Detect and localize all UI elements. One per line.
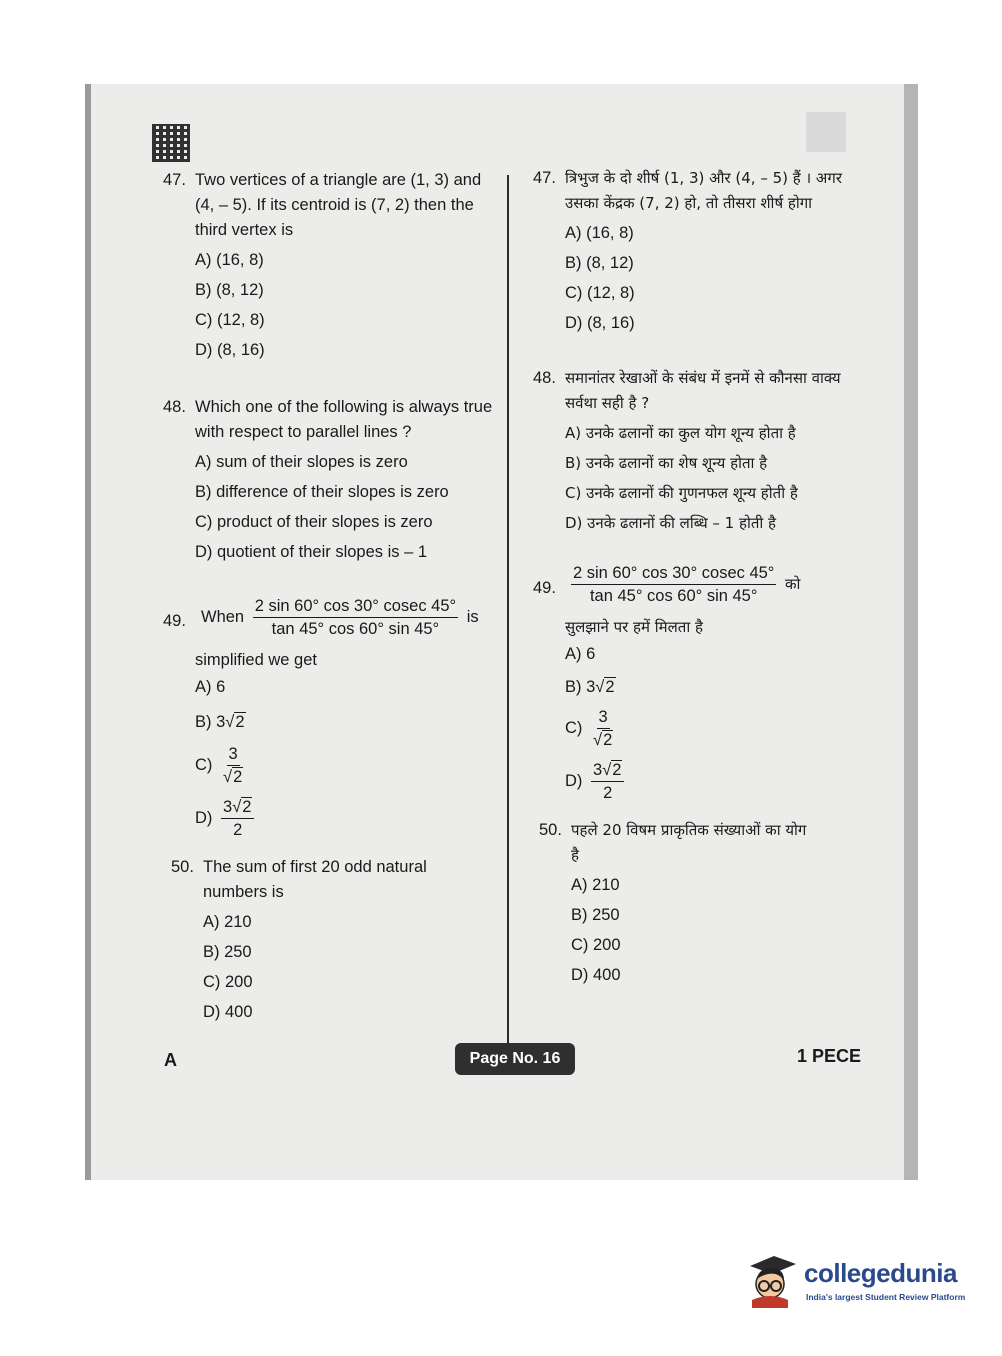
option-label: B) [195,713,212,731]
question-number: 48. [533,369,556,387]
expression-numerator: 2 sin 60° cos 30° cosec 45° [571,562,776,585]
brand-name: collegedunia [804,1258,957,1288]
option-a: A) 210 [571,876,620,894]
question-number: 50. [171,858,194,876]
option-b: B) difference of their slopes is zero [195,483,449,501]
expression-fraction [571,562,776,607]
english-column [163,168,495,1025]
question-number: 50. [539,821,562,839]
option-fraction: $\frac{3}{√2}$ [223,745,243,786]
option-c: C) (12, 8) [195,311,265,329]
option-label: C) [565,718,583,737]
sqrt-2: √2 [225,713,245,731]
option-a: A) 210 [203,913,252,931]
question-text-continued: सुलझाने पर हमें मिलता है [565,618,703,636]
option-fraction: $\frac{3√2}{2}$ [221,796,254,841]
question-47-en [163,168,495,363]
column-divider [507,175,509,1045]
option-b: B) उनके ढलानों का शेष शून्य होता है [565,454,768,472]
question-text-prefix: When [201,607,245,626]
option-d [195,796,495,841]
hindi-column [533,166,853,988]
question-47-hi [533,166,853,336]
option-label: D) [565,771,583,790]
question-text: त्रिभुज के दो शीर्ष (1, 3) और (4, – 5) हैं । अगर उसका केंद्रक (7, 2) हो, तो तीसरा शीर्ष होगा [565,169,842,212]
faded-qr-code-icon [806,112,846,152]
option-a: A) (16, 8) [565,224,634,242]
option-d: D) 400 [571,966,621,984]
option-label: C) [195,755,213,774]
option-a: A) 6 [195,678,226,696]
option-c: C) उनके ढलानों की गुणनफल शून्य होती है [565,484,798,502]
question-number: 49. [163,612,186,630]
expression-denominator: tan 45° cos 60° sin 45° [271,620,440,638]
coefficient: 3 [216,713,226,731]
option-a: A) उनके ढलानों का कुल योग शून्य होता है [565,424,796,442]
page-edge-shadow [904,84,918,1180]
option-fraction: $\frac{3}{√2}$ [593,708,613,749]
option-c [565,706,853,751]
sqrt-2: √2 [595,678,615,696]
series-code: A [164,1050,177,1070]
option-d: D) quotient of their slopes is – 1 [195,543,428,561]
question-text-continued: simplified we get [195,651,317,669]
option-fraction: $\frac{3√2}{2}$ [591,759,624,804]
option-a: A) (16, 8) [195,251,264,269]
question-text: पहले 20 विषम प्राकृतिक संख्याओं का योग है [571,821,807,864]
option-b: B) (8, 12) [565,254,634,272]
question-text: Two vertices of a triangle are (1, 3) and (4, – 5). If its centroid is (7, 2) then the third vertex is [195,171,482,239]
question-text: Which one of the following is always true with respect to parallel lines ? [195,398,493,441]
question-number: 47. [533,169,556,187]
question-49-hi [533,562,853,804]
collegedunia-logo[interactable] [744,1250,974,1310]
option-label: D) [195,808,213,827]
expression-fraction [253,595,458,640]
question-text: The sum of first 20 odd natural numbers is [203,858,427,901]
option-b [565,675,853,700]
option-b [195,710,495,735]
question-number: 48. [163,398,186,416]
option-c: C) 200 [571,936,621,954]
question-number: 49. [533,579,556,597]
question-text-suffix: को [785,574,801,593]
brand-tagline: India's largest Student Review Platform [806,1292,966,1302]
question-text-suffix: is [466,607,479,626]
option-a: A) 6 [565,645,596,663]
expression-denominator: tan 45° cos 60° sin 45° [589,587,758,605]
qr-code-icon [152,124,190,162]
option-b: B) (8, 12) [195,281,264,299]
option-b: B) 250 [203,943,252,961]
question-text: समानांतर रेखाओं के संबंध में इनमें से कौनसा वाक्य सर्वथा सही है ? [565,369,841,412]
question-50-en [171,855,495,1025]
option-d: D) उनके ढलानों की लब्धि – 1 होती है [565,514,777,532]
expression-numerator: 2 sin 60° cos 30° cosec 45° [253,595,458,618]
coefficient: 3 [586,678,596,696]
option-d: D) (8, 16) [565,314,635,332]
option-c [195,743,495,788]
option-d: D) 400 [203,1003,253,1021]
question-48-en [163,395,495,565]
option-c: C) product of their slopes is zero [195,513,433,531]
question-49-en [163,595,495,841]
page-number-badge: Page No. 16 [455,1043,575,1075]
option-c: C) (12, 8) [565,284,635,302]
question-50-hi [539,818,853,988]
option-d [565,759,853,804]
option-a: A) sum of their slopes is zero [195,453,408,471]
option-d: D) (8, 16) [195,341,265,359]
option-c: C) 200 [203,973,253,991]
option-b: B) 250 [571,906,620,924]
paper-code: 1 PECE [797,1046,862,1066]
question-number: 47. [163,171,186,189]
mascot-icon [744,1252,800,1308]
question-48-hi [533,366,853,536]
option-label: B) [565,678,582,696]
